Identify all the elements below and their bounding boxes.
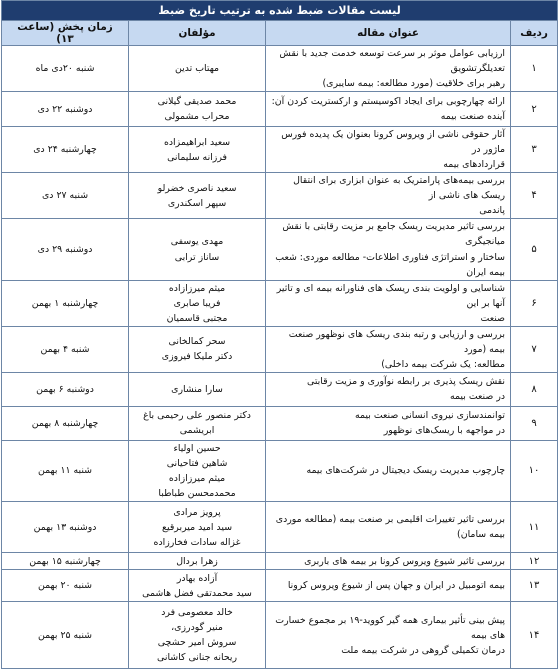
- author-name: خالد معصومی فرد: [161, 606, 233, 618]
- row-number: ۱۰: [511, 440, 558, 501]
- authors-cell: [129, 502, 266, 553]
- row-number: ۳: [511, 127, 558, 173]
- article-title-line: ارزیابی عوامل موثر بر سرعت توسعه خدمت جدید با نقش تعدیلگرتشویق: [279, 48, 506, 75]
- authors-cell: [129, 127, 266, 173]
- article-title-cell: [266, 502, 511, 553]
- table-row: [2, 372, 558, 406]
- article-title-cell: [266, 602, 511, 669]
- authors-cell: [129, 570, 266, 602]
- article-title-line: بررسی تاثیر تغییرات اقلیمی بر صنعت بیمه (مطالعه موردی بیمه سامان): [275, 514, 506, 541]
- article-title-line: قراردادهای بیمه: [443, 159, 506, 171]
- row-number: ۶: [511, 280, 558, 326]
- author-name: سید امید میربرقیع: [162, 521, 233, 533]
- row-number: ۸: [511, 372, 558, 406]
- author-name: مهتاب تدین: [174, 63, 220, 75]
- table-row: [2, 46, 558, 92]
- author-name: محمد صدیقی گیلانی: [157, 96, 237, 108]
- table-title-row: [2, 1, 558, 21]
- author-name: دکتر منصور علی رحیمی باغ ابریشمی: [143, 410, 251, 437]
- table-row: [2, 602, 558, 669]
- author-name: غزاله سادات فخارزاده: [153, 536, 241, 548]
- table-row: [2, 92, 558, 127]
- broadcast-time: شنبه ۲۵ بهمن: [2, 602, 129, 669]
- articles-table: [1, 0, 558, 669]
- table-header-row: [2, 21, 558, 46]
- broadcast-time: شنبه ۴ بهمن: [2, 326, 129, 372]
- article-title-line: شناسایی و اولویت بندی ریسک های فناورانه بیمه ای و تاثیر آنها بر این: [276, 282, 506, 309]
- authors-cell: [129, 92, 266, 127]
- article-title-line: آثار حقوقی ناشی از ویروس کرونا بعنوان یک پدیده فورس ماژور در: [281, 129, 506, 156]
- articles-table-container: [1, 0, 557, 669]
- article-title-line: درمان تکمیلی گروهی در شرکت بیمه ملت: [341, 644, 506, 656]
- author-name: دکتر ملیکا فیروزی: [161, 351, 233, 363]
- article-title-cell: [266, 173, 511, 219]
- author-name: ساناز ترابی: [174, 251, 220, 263]
- broadcast-time: شنبه ۲۰دی ماه: [2, 46, 129, 92]
- table-row: [2, 219, 558, 280]
- authors-cell: [129, 602, 266, 669]
- author-name: سعید ابراهیمزاده: [163, 136, 231, 148]
- authors-cell: [129, 553, 266, 570]
- author-name: سحر کمالخانی: [168, 336, 226, 348]
- table-body: [2, 46, 558, 669]
- table-row: [2, 173, 558, 219]
- table-row: [2, 502, 558, 553]
- authors-cell: [129, 326, 266, 372]
- article-title-cell: [266, 326, 511, 372]
- article-title-line: آینده صنعت بیمه: [440, 111, 506, 123]
- author-name: منیر گودرزی،: [171, 622, 223, 634]
- row-number: ۱۱: [511, 502, 558, 553]
- broadcast-time: دوشنبه ۱۳ بهمن: [2, 502, 129, 553]
- author-name: ریحانه جنانی کاشانی: [157, 652, 238, 664]
- article-title-line: توانمندسازی نیروی انسانی صنعت بیمه: [354, 410, 506, 422]
- broadcast-time: دوشنبه ۲۲ دی: [2, 92, 129, 127]
- author-name: مجتبی قاسمیان: [166, 312, 228, 324]
- article-title-line: رهبر برای خلاقیت (مورد مطالعه: بیمه سایبری): [322, 78, 506, 90]
- table-row: [2, 326, 558, 372]
- article-title-line: نقش ریسک پذیری بر رابطه نوآوری و مزیت رقابتی: [307, 376, 506, 388]
- author-name: آزاده بهادر: [176, 572, 218, 584]
- row-number: ۵: [511, 219, 558, 280]
- author-name: شاهین فتاحیانی: [166, 457, 228, 469]
- article-title-line: ارائه چهارچوبی برای ایجاد اکوسیستم و ارکستریت کردن آن:: [271, 96, 506, 108]
- table-row: [2, 440, 558, 501]
- article-title-cell: [266, 570, 511, 602]
- author-name: سید محمدتقی فضل هاشمی: [142, 587, 252, 599]
- row-number: ۴: [511, 173, 558, 219]
- article-title-line: بررسی تاثیر مدیریت ریسک جامع بر مزیت رقابتی با نقش میانجیگری: [282, 221, 506, 248]
- row-number: ۲: [511, 92, 558, 127]
- author-name: حسین اولیاء: [173, 442, 221, 454]
- author-name: فریبا صابری: [173, 297, 221, 309]
- broadcast-time: چهارشنبه ۱۵ بهمن: [2, 553, 129, 570]
- article-title-line: مطالعه: یک شرکت بیمه داخلی): [381, 358, 506, 370]
- table-row: [2, 406, 558, 440]
- author-name: میثم میرزازاده: [168, 282, 226, 294]
- article-title-line: بررسی تاثیر شیوع ویروس کرونا بر بیمه های باربری: [304, 555, 506, 567]
- article-title-line: پاندمی: [479, 205, 506, 217]
- table-row: [2, 280, 558, 326]
- row-number: ۱: [511, 46, 558, 92]
- table-row: [2, 127, 558, 173]
- article-title-line: صنعت: [480, 312, 506, 324]
- header-authors: مؤلفان: [129, 21, 266, 46]
- article-title-cell: [266, 46, 511, 92]
- header-title: عنوان مقاله: [266, 21, 511, 46]
- article-title-cell: [266, 92, 511, 127]
- author-name: محمدمحسن طباطبا: [158, 488, 236, 500]
- header-num: ردیف: [511, 21, 558, 46]
- article-title-cell: [266, 440, 511, 501]
- broadcast-time: شنبه ۲۷ دی: [2, 173, 129, 219]
- article-title-cell: [266, 219, 511, 280]
- article-title-line: در مواجهه با ریسک‌های نوظهور: [383, 425, 506, 437]
- row-number: ۱۲: [511, 553, 558, 570]
- article-title-line: پیش بینی تأثیر بیماری همه گیر کووید-۱۹ بر مجموع خسارت های بیمه: [275, 614, 506, 641]
- table-row: [2, 553, 558, 570]
- row-number: ۱۴: [511, 602, 558, 669]
- article-title-line: در صنعت بیمه: [449, 391, 506, 403]
- broadcast-time: دوشنبه ۲۹ دی: [2, 219, 129, 280]
- broadcast-time: شنبه ۱۱ بهمن: [2, 440, 129, 501]
- author-name: پرویز مرادی: [173, 506, 221, 518]
- article-title-line: چارچوب مدیریت ریسک دیجیتال در شرکت‌های بیمه: [306, 465, 506, 477]
- author-name: زهرا بردال: [176, 555, 218, 567]
- header-time: زمان پخش (ساعت ۱۳): [2, 21, 129, 46]
- article-title-line: بررسی بیمه‌های پارامتریک به عنوان ابزاری برای انتقال ریسک های ناشی از: [293, 175, 506, 202]
- row-number: ۱۳: [511, 570, 558, 602]
- article-title-cell: [266, 553, 511, 570]
- author-name: سارا منشاری: [171, 383, 223, 395]
- table-row: [2, 570, 558, 602]
- authors-cell: [129, 280, 266, 326]
- broadcast-time: چهارشنبه ۸ بهمن: [2, 406, 129, 440]
- broadcast-time: شنبه ۲۰ بهمن: [2, 570, 129, 602]
- authors-cell: [129, 406, 266, 440]
- author-name: محراب مشمولی: [164, 111, 230, 123]
- author-name: فرزانه سلیمانی: [167, 151, 227, 163]
- article-title-cell: [266, 372, 511, 406]
- author-name: میثم میرزازاده: [168, 472, 226, 484]
- article-title-line: بررسی و ارزیابی و رتبه بندی ریسک های نوظهور صنعت بیمه (مورد: [288, 328, 506, 355]
- author-name: مهدی یوسفی: [170, 236, 224, 248]
- article-title-line: ساختار و استراتژی فناوری اطلاعات- مطالعه موردی: شعب بیمه ایران: [275, 251, 506, 278]
- authors-cell: [129, 173, 266, 219]
- broadcast-time: چهارشنبه ۲۴ دی: [2, 127, 129, 173]
- author-name: سروش امیر حشچی: [157, 637, 237, 649]
- authors-cell: [129, 440, 266, 501]
- article-title-cell: [266, 280, 511, 326]
- row-number: ۷: [511, 326, 558, 372]
- authors-cell: [129, 46, 266, 92]
- author-name: سعید ناصری خضرلو: [157, 182, 237, 194]
- authors-cell: [129, 372, 266, 406]
- row-number: ۹: [511, 406, 558, 440]
- broadcast-time: دوشنبه ۶ بهمن: [2, 372, 129, 406]
- broadcast-time: چهارشنبه ۱ بهمن: [2, 280, 129, 326]
- author-name: سپهر اسکندری: [167, 197, 227, 209]
- table-title: لیست مقالات ضبط شده به ترتیب تاریخ ضبط: [2, 1, 558, 21]
- authors-cell: [129, 219, 266, 280]
- article-title-cell: [266, 406, 511, 440]
- article-title-cell: [266, 127, 511, 173]
- article-title-line: بیمه اتومبیل در ایران و جهان پس از شیوع ویروس کرونا: [287, 580, 506, 592]
